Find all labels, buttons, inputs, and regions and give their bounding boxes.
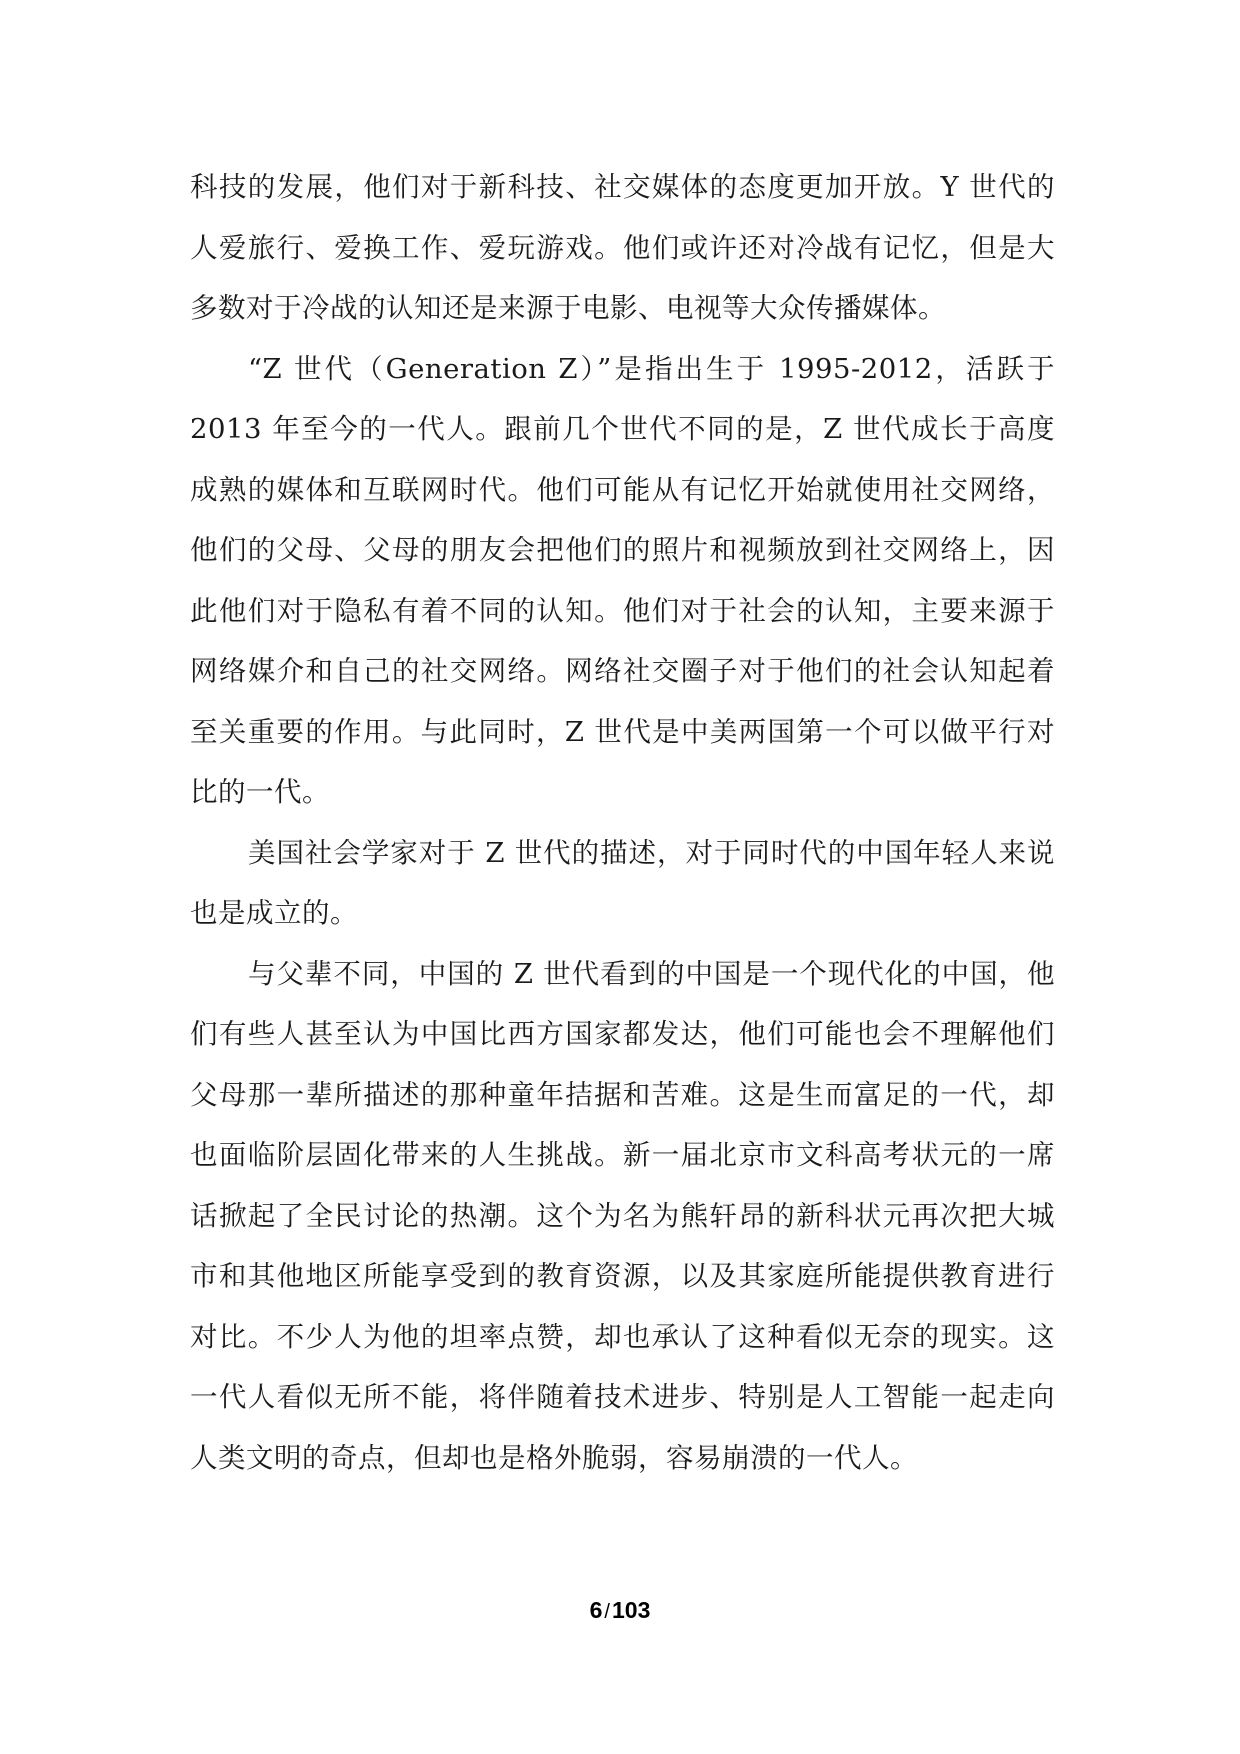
page-total: 103 bbox=[611, 1597, 651, 1623]
body-text bbox=[190, 157, 1055, 1488]
page-current: 6 bbox=[589, 1597, 603, 1623]
page-number bbox=[0, 1597, 1240, 1624]
paragraph-china-generation-z: 与父辈不同，中国的 Z 世代看到的中国是一个现代化的中国，他们有些人甚至认为中国比西方国家都发达，他们可能也会不理解他们父母那一辈所描述的那种童年拮据和苦难。这是生而富足的一代，却也面临阶层固化带来的人生挑战。新一届北京市文科高考状元的一席话掀起了全民讨论的热潮。这个为名为熊轩昂的新科状元再次把大城市和其他地区所能享受到的教育资源，以及其家庭所能提供教育进行对比。不少人为他的坦率点赞，却也承认了这种看似无奈的现实。这一代人看似无所不能，将伴随着技术进步、特别是人工智能一起走向人类文明的奇点，但却也是格外脆弱，容易崩溃的一代人。 bbox=[190, 957, 1055, 1474]
paragraph-sociologist-description: 美国社会学家对于 Z 世代的描述，对于同时代的中国年轻人来说也是成立的。 bbox=[190, 836, 1055, 929]
paragraph-continuation: 科技的发展，他们对于新科技、社交媒体的态度更加开放。Y 世代的人爱旅行、爱换工作、爱玩游戏。他们或许还对冷战有记忆，但是大多数对于冷战的认知还是来源于电影、电视等大众传播媒体。 bbox=[190, 171, 1055, 324]
paragraph-generation-z-definition: “Z 世代（Generation Z）”是指出生于 1995-2012，活跃于 2013 年至今的一代人。跟前几个世代不同的是，Z 世代成长于高度成熟的媒体和互联网时代。他们可能从有记忆开始就使用社交网络，他们的父母、父母的朋友会把他们的照片和视频放到社交网络上，因此他们对于隐私有着不同的认知。他们对于社会的认知，主要来源于网络媒介和自己的社交网络。网络社交圈子对于他们的社会认知起着至关重要的作用。与此同时，Z 世代是中美两国第一个可以做平行对比的一代。 bbox=[190, 352, 1055, 808]
page-separator: / bbox=[604, 1601, 610, 1623]
